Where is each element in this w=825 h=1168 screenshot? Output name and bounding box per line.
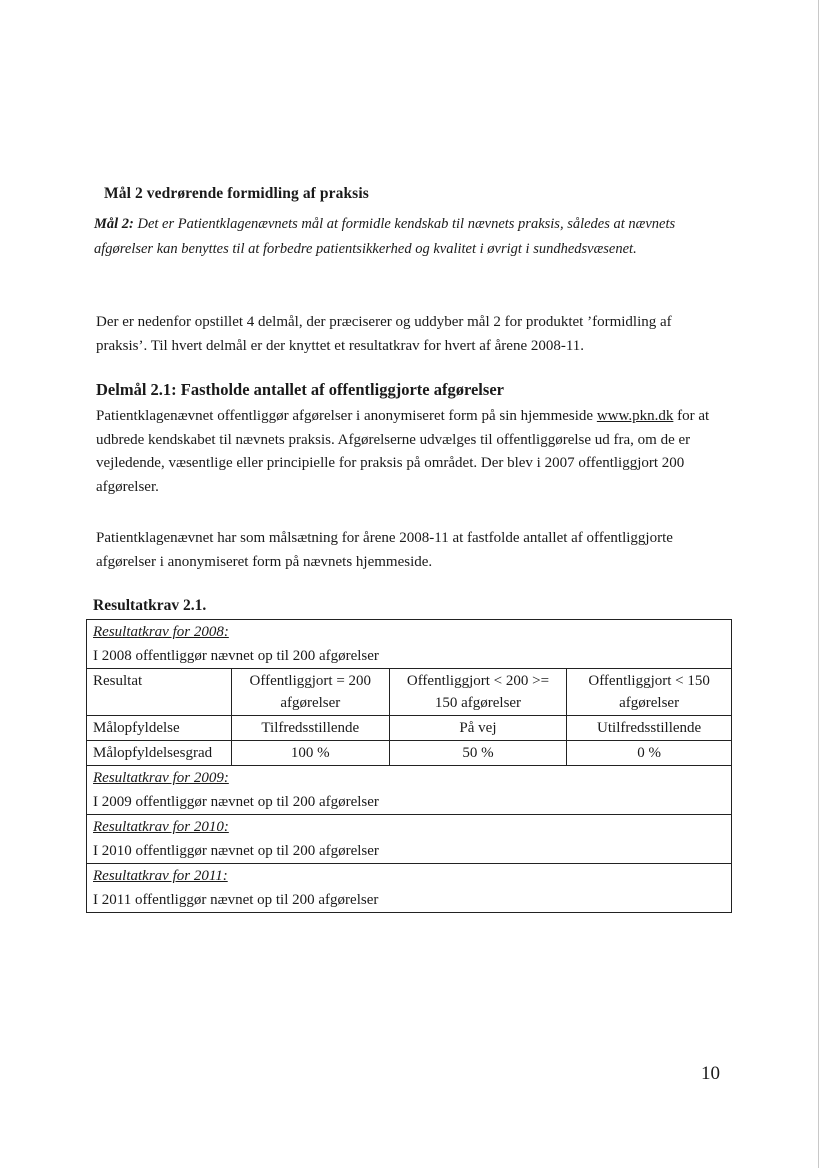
table-cell: I 2010 offentliggør nævnet op til 200 afgørelser: [87, 839, 732, 864]
table-cell: Tilfredsstillende: [231, 716, 389, 741]
requirements-table: [86, 619, 732, 913]
requirements-heading: Resultatkrav 2.1.: [93, 597, 207, 614]
table-row-fulfillment: [87, 716, 732, 741]
table-cell: I 2008 offentliggør nævnet op til 200 afgørelser: [87, 644, 732, 669]
table-cell: Offentliggjort < 200 >= 150 afgørelser: [389, 669, 567, 716]
table-row-2010-label: [87, 815, 732, 840]
year-2008-label: Resultatkrav for 2008:: [93, 624, 229, 640]
table-row-2009-label: [87, 766, 732, 791]
table-row-2008-label: [87, 620, 732, 645]
table-row-header: [87, 669, 732, 716]
table-cell: Utilfredsstillende: [567, 716, 732, 741]
table-cell: [87, 766, 732, 791]
table-row-2011-label: [87, 864, 732, 889]
subgoal-heading: Delmål 2.1: Fastholde antallet af offentliggjorte afgørelser: [96, 380, 504, 399]
scan-edge-line: [818, 0, 819, 1168]
table-cell: I 2009 offentliggør nævnet op til 200 afgørelser: [87, 790, 732, 815]
year-2010-label: Resultatkrav for 2010:: [93, 819, 229, 835]
table-row-2011-text: [87, 888, 732, 913]
section-heading: Mål 2 vedrørende formidling af praksis: [104, 185, 369, 202]
table-cell: 0 %: [567, 741, 732, 766]
table-row-degree: [87, 741, 732, 766]
page-number: 10: [701, 1063, 720, 1084]
table-cell: Offentliggjort < 150 afgørelser: [567, 669, 732, 716]
subgoal-paragraph: [96, 405, 736, 499]
table-cell: Offentliggjort = 200 afgørelser: [231, 669, 389, 716]
table-cell: Målopfyldelse: [87, 716, 232, 741]
table-cell: [87, 620, 732, 645]
table-row-2009-text: [87, 790, 732, 815]
goal-text: Det er Patientklagenævnets mål at formidle kendskab til nævnets praksis, således at nævnets afgørelser kan benyttes til at forbedre patientsikkerhed og kvalitet i øvrigt i sundhedsvæsenet.: [94, 216, 676, 257]
table-row-2010-text: [87, 839, 732, 864]
table-row-2008-text: [87, 644, 732, 669]
subgoal-text-before-link: Patientklagenævnet offentliggør afgørelser i anonymiseret form på sin hjemmeside: [96, 408, 597, 424]
target-paragraph: Patientklagenævnet har som målsætning for årene 2008-11 at fastfolde antallet af offentliggjorte afgørelser i anonymiseret form på nævnets hjemmeside.: [96, 530, 673, 570]
table-cell: [87, 815, 732, 840]
goal-statement: [94, 212, 714, 262]
table-cell: [87, 864, 732, 889]
table-cell: På vej: [389, 716, 567, 741]
goal-label: Mål 2:: [94, 216, 134, 232]
table-cell: Målopfyldelsesgrad: [87, 741, 232, 766]
table-cell: 50 %: [389, 741, 567, 766]
table-cell: 100 %: [231, 741, 389, 766]
table-cell: I 2011 offentliggør nævnet op til 200 afgørelser: [87, 888, 732, 913]
intro-paragraph: Der er nedenfor opstillet 4 delmål, der præciserer og uddyber mål 2 for produktet ’formidling af praksis’. Til hvert delmål er der knyttet et resultatkrav for hvert af årene 2008-11.: [96, 314, 672, 354]
year-2011-label: Resultatkrav for 2011:: [93, 868, 228, 884]
website-link[interactable]: www.pkn.dk: [596, 408, 674, 424]
subgoal-text-after-link: for at udbrede kendskabet til nævnets praksis. Afgørelserne udvælges til offentliggørelse ud fra, om de er vejledende, væsentlige eller principielle for praksis på området. Der blev i 2007 offentliggjort 200 afgørelser.: [96, 408, 710, 495]
year-2009-label: Resultatkrav for 2009:: [93, 770, 229, 786]
table-cell: Resultat: [87, 669, 232, 716]
